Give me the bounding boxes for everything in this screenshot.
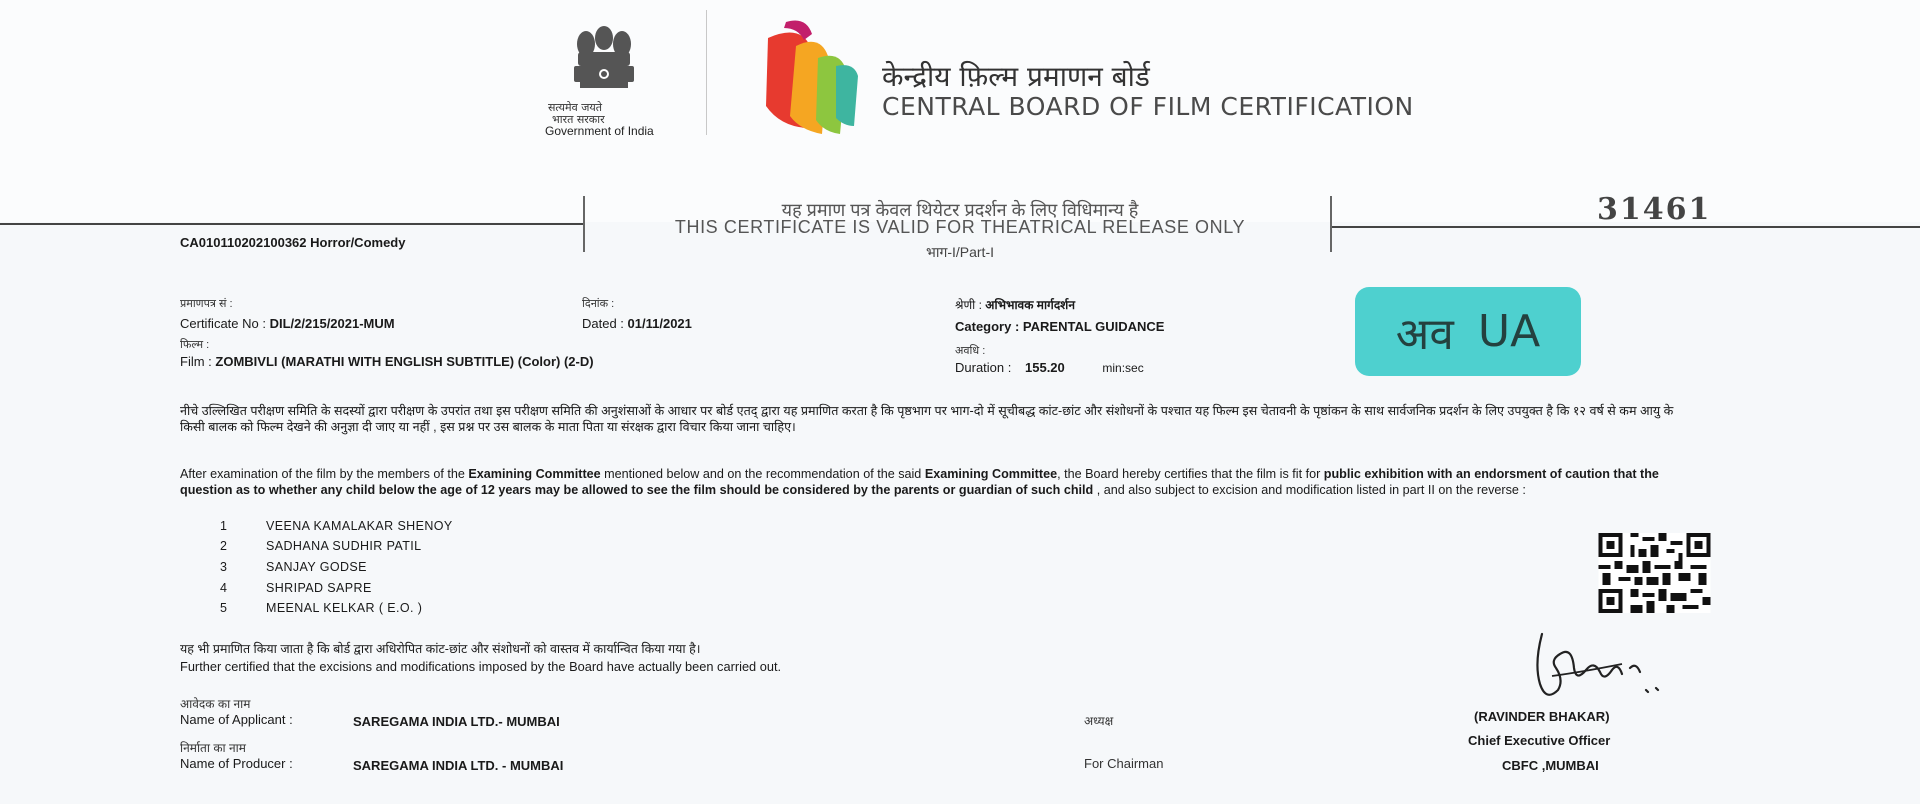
validity-hindi: यह प्रमाण पत्र केवल थियेटर प्रदर्शन के लिए विधिमान्य है — [781, 200, 1139, 220]
duration-label: Duration : — [955, 360, 1012, 375]
member-name: SHRIPAD SAPRE — [266, 581, 372, 595]
producer-name: SAREGAMA INDIA LTD. - MUMBAI — [353, 758, 564, 773]
certificate-no-label: Certificate No : — [180, 316, 266, 331]
producer-label-hindi: निर्माता का नाम — [180, 741, 246, 755]
validity-english: THIS CERTIFICATE IS VALID FOR THEATRICAL RELEASE ONLY — [674, 217, 1246, 237]
certificate-no-row — [180, 316, 395, 331]
rating-english: UA — [1477, 306, 1541, 357]
category-label: Category : — [955, 319, 1020, 334]
member-name: VEENA KAMALAKAR SHENOY — [266, 519, 453, 533]
category-value-hindi: अभिभावक मार्गदर्शन — [985, 298, 1076, 312]
reference-code: CA010110202100362 Horror/Comedy — [180, 235, 406, 250]
further-certified-english: Further certified that the excisions and modifications imposed by the Board have actually been carried out. — [180, 659, 782, 674]
date-label-hindi: दिनांक : — [582, 298, 615, 310]
certificate-part: भाग-I/Part-I — [925, 244, 995, 260]
rating-hindi: अव — [1395, 308, 1454, 360]
certificate-no-value: DIL/2/215/2021-MUM — [269, 316, 395, 331]
duration-label-hindi: अवधि : — [955, 345, 986, 357]
certification-text-hindi: नीचे उल्लिखित परीक्षण समिति के सदस्यों द्वारा परीक्षण के उपरांत तथा इस परीक्षण समिति की अनुशंसाओं के आधार पर बोर्ड एतद् द्वारा यह प्रमाणित करता है कि पृष्ठभाग पर भाग-दो में सूचीबद्ध कांट-छांट और संशोधनों के पश्चात यह फिल्म इस चेतावनी के पृष्ठांकन के साथ सार्वजनिक प्रदर्शन के लिए उपयुक्त है कि १२ वर्ष से कम आयु के किसी बालक को फिल्म देखने की अनुज्ञा दी जाए या नहीं , इस प्रश्न पर उस बालक के माता पिता या संरक्षक द्वारा विचार किया जाना चाहिए। — [180, 404, 1674, 434]
member-number: 1 — [220, 519, 227, 533]
member-number: 5 — [220, 601, 227, 615]
category-row-hindi — [955, 296, 1075, 313]
for-chairman: For Chairman — [1084, 756, 1164, 771]
ashoka-emblem-icon — [566, 22, 642, 102]
date-label: Dated : — [582, 316, 624, 331]
applicant-label-hindi: आवेदक का नाम — [180, 697, 251, 711]
signature-icon — [1512, 624, 1682, 714]
board-name-english: CENTRAL BOARD OF FILM CERTIFICATION — [882, 92, 1414, 121]
qr-code-icon[interactable] — [1598, 533, 1711, 613]
member-name: MEENAL KELKAR ( E.O. ) — [266, 601, 423, 615]
member-number: 3 — [220, 560, 227, 574]
member-name: SANJAY GODSE — [266, 560, 367, 574]
signatory-name: (RAVINDER BHAKAR) — [1474, 709, 1610, 724]
chairman-hindi: अध्यक्ष — [1084, 714, 1114, 728]
member-name: SADHANA SUDHIR PATIL — [266, 539, 422, 553]
film-row — [180, 354, 594, 369]
government-of-india: Government of India — [545, 124, 654, 138]
film-label-hindi: फिल्म : — [180, 339, 210, 351]
duration-row — [955, 360, 1144, 375]
member-number: 4 — [220, 581, 227, 595]
cbfc-logo-icon — [760, 16, 868, 136]
member-number: 2 — [220, 539, 227, 553]
signatory-office: CBFC ,MUMBAI — [1502, 758, 1599, 773]
film-title: ZOMBIVLI (MARATHI WITH ENGLISH SUBTITLE) (Color) (2-D) — [215, 354, 594, 369]
duration-unit: min:sec — [1102, 361, 1144, 375]
further-certified-hindi: यह भी प्रमाणित किया जाता है कि बोर्ड द्वारा अधिरोपित कांट-छांट और संशोधनों को वास्तव में कार्यान्वित किया गया है। — [180, 642, 701, 656]
date-value: 01/11/2021 — [627, 316, 692, 331]
signatory-title: Chief Executive Officer — [1468, 733, 1611, 748]
serial-number: 31461 — [1597, 192, 1712, 227]
producer-label: Name of Producer : — [180, 756, 293, 771]
applicant-name: SAREGAMA INDIA LTD.- MUMBAI — [353, 714, 560, 729]
emblem-govt-hindi: भारत सरकार — [552, 113, 605, 126]
category-row — [955, 319, 1164, 334]
certification-text-english: After examination of the film by the members of the Examining Committee mentioned below and on the recommendation of the said Examining Committee, the Board hereby certifies that the film is fit for public exhibition with an endorsment of caution that the question as to whether any child below the age of 12 years may be allowed to see the film should be considered by the parents or guardian of such child , and also subject to excision and modification listed in part II on the reverse : — [180, 467, 1659, 497]
duration-value: 155.20 — [1025, 360, 1065, 375]
category-label-hindi: श्रेणी : — [955, 298, 982, 312]
film-label: Film : — [180, 354, 212, 369]
ua-rating-badge — [1355, 287, 1581, 376]
header-separator — [706, 10, 707, 135]
applicant-label: Name of Applicant : — [180, 712, 293, 727]
board-name-hindi: केन्द्रीय फ़िल्म प्रमाणन बोर्ड — [882, 60, 1150, 93]
emblem-motto: सत्यमेव जयते — [548, 101, 603, 114]
category-value: PARENTAL GUIDANCE — [1022, 319, 1165, 334]
date-row — [582, 316, 692, 331]
certificate-no-label-hindi: प्रमाणपत्र सं : — [180, 298, 233, 310]
